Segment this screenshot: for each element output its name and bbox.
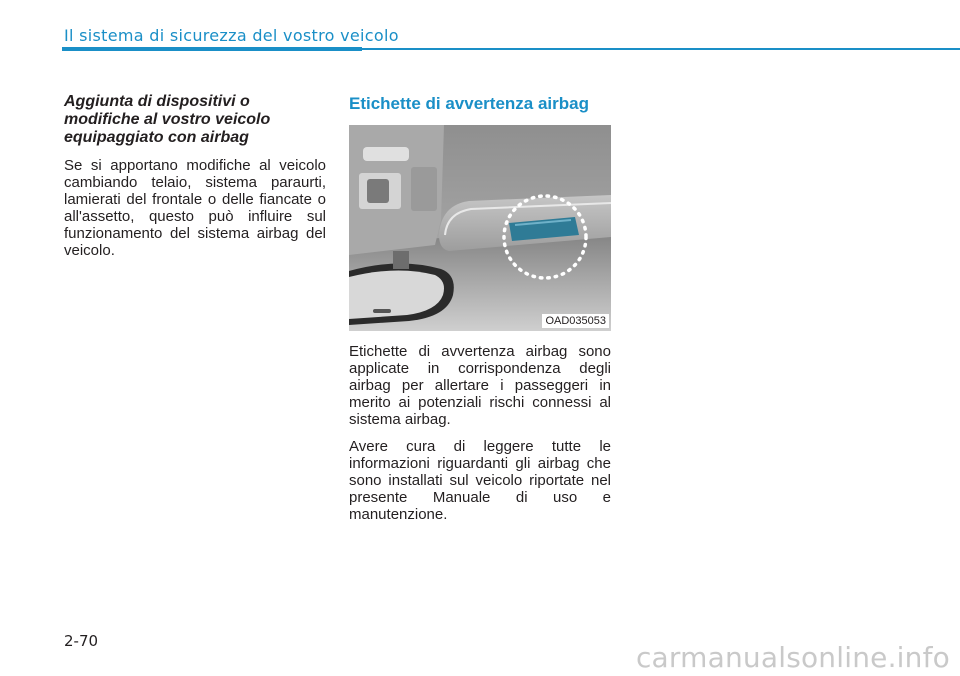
visor-illustration [349,125,611,331]
middle-column [349,93,611,533]
airbag-labels-heading: Etichette di avvertenza airbag [349,94,589,113]
left-column [64,93,326,269]
header-rule-thin [362,48,960,50]
modification-paragraph: Se si apportano modifiche al veicolo cambiando telaio, sistema paraurti, lamierati del frontale o delle fiancate o all'assetto, questo può influire sul funzionamento del sistema airbag del veicolo. [64,157,326,259]
airbag-labels-paragraph-2: Avere cura di leggere tutte le informazioni riguardanti gli airbag che sono installati sul veicolo riportate nel presente Manuale di uso e manutenzione. [349,438,611,523]
section-title: Il sistema di sicurezza del vostro veicolo [64,26,399,45]
sun-visor-airbag-label-photo [349,125,611,331]
watermark: carmanualsonline.info [635,641,950,674]
page-number: 2-70 [64,632,99,650]
header-rule-thick [62,47,362,51]
modification-subheading: Aggiunta di dispositivi o modifiche al vostro veicolo equipaggiato con airbag [64,93,271,146]
image-code-label: OAD035053 [542,314,609,328]
airbag-labels-paragraph-1: Etichette di avvertenza airbag sono applicate in corrispondenza degli airbag per allertare i passeggeri in merito ai potenziali rischi connessi al sistema airbag. [349,343,611,428]
